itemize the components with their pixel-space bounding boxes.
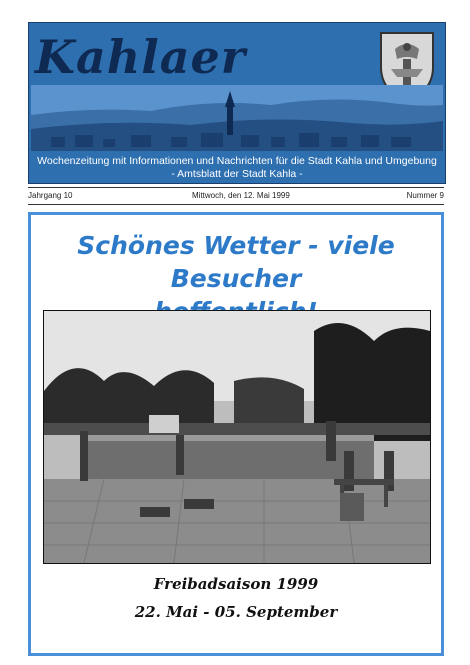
masthead-subtitle (31, 155, 443, 181)
season-dates: 22. Mai - 05. September (134, 603, 338, 621)
swimming-pool-photo (43, 310, 431, 564)
issue-number: Nummer 9 (406, 191, 444, 200)
cover-frame (28, 212, 444, 656)
issue-date: Mittwoch, den 12. Mai 1999 (192, 191, 290, 200)
newspaper-title: Kahlaer (35, 30, 247, 84)
masthead (28, 22, 446, 184)
subtitle-line-2: - Amtsblatt der Stadt Kahla - (171, 168, 303, 180)
subtitle-line-1: Wochenzeitung mit Informationen und Nachrichten für die Stadt Kahla und Umgebung (37, 155, 437, 167)
headline-line-1: Schönes Wetter - viele Besucher (77, 231, 395, 293)
volume-label: Jahrgang 10 (28, 191, 73, 200)
issue-info-bar (28, 187, 444, 205)
season-title: Freibadsaison 1999 (153, 575, 319, 593)
